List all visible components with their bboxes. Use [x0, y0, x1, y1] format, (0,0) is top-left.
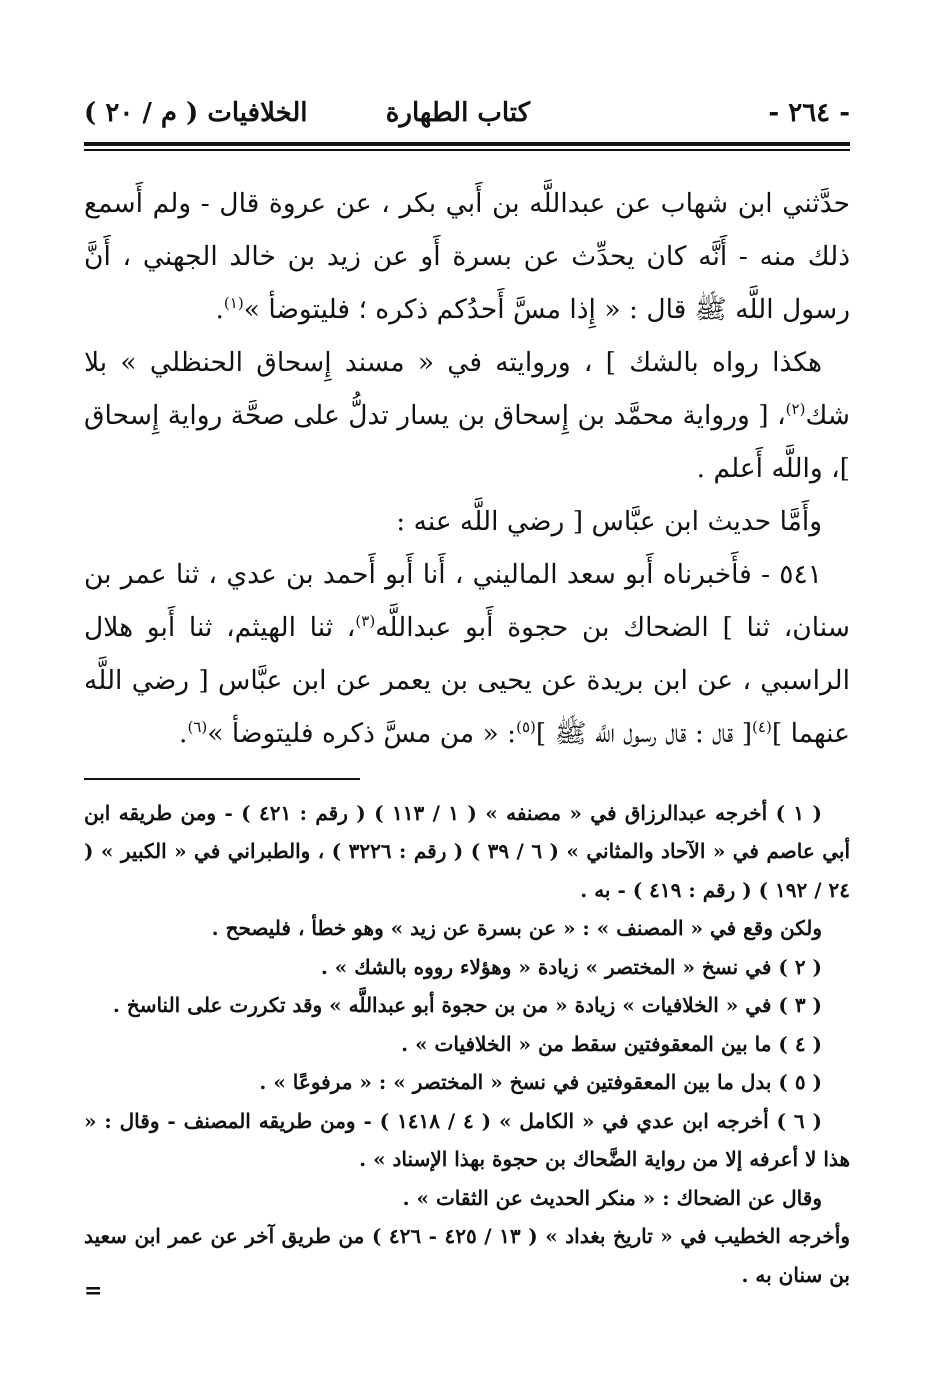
- main-text: [84, 177, 850, 760]
- footnote-ref: (١): [223, 293, 244, 312]
- footnote-line: ولكن وقع في « المصنف » : « عن بسرة عن زيد » وهو خطأ ، فليصحح .: [211, 916, 822, 940]
- footnote-6: [84, 1102, 850, 1179]
- footnote-4: [84, 1025, 850, 1064]
- line: قال رسول اللَّه ﷺ ]: [535, 717, 687, 749]
- line: سنان، ثنا ] الضحاك بن حجوة أَبو عبداللَّه: [375, 611, 850, 643]
- footnote-line: ( ٤ ) ما بين المعقوفتين سقط من « الخلافيات » .: [401, 1031, 822, 1056]
- line: هكذا رواه بالشك ] ، وروايته في « مسند إِسحاق الحنظلي » بلا شك: [84, 346, 850, 431]
- footnote-ref: (٣): [355, 611, 376, 630]
- footnote-2: [84, 948, 850, 987]
- line: [ قال :: [694, 717, 753, 749]
- footnote-ref: (٦): [187, 717, 208, 736]
- footnote-line: وقال عن الضحاك : « منكر الحديث عن الثقات » .: [402, 1185, 822, 1210]
- footnote-separator: [84, 778, 360, 780]
- footnote-1: [84, 794, 850, 910]
- hadith-541: ٥٤١ - فأَخبرناه أَبو سعد الماليني ، أَنا أَبو أَحمد بن عدي ، ثنا عمر بن سنان، ثنا ] الضحاك بن حجوة أَبو عبداللَّه$^{(٣)}$، ثنا الهيثم، ثنا أَبو هلال الراسبي ، عن ابن بريدة عن يحيى بن يعمر عن ابن عبَّاس [ رضي اللَّه عنهما ]$^{(٤)}$[ قال : قال رسول اللَّه ﷺ ]$^{(٥)}$: « من مسَّ ذكره فليتوضأ »$^{(٦)}$.: [84, 558, 850, 749]
- footnote-line: وأخرجه الخطيب في « تاريخ بغداد » ( ١٣ / ٤٢٥ - ٤٢٦ ) من طريق آخر عن عمر: [168, 1224, 851, 1248]
- header-rule-thick: [84, 142, 850, 146]
- footnote-line: ( ٣ ) في « الخلافيات » زيادة « من بن حجوة أبو عبداللَّه » وقد تكررت على الناسخ .: [112, 993, 822, 1017]
- line: ، ثنا الهيثم، ثنا أَبو هلال الراسبي ،: [84, 611, 850, 696]
- footnote-ref: (٢): [785, 399, 806, 418]
- paragraph-1: حدَّثني ابن شهاب عن عبداللَّه بن أَبي بكر ، عن عروة قال - ولم أَسمع ذلك منه - أَنَّه كان يحدِّث عن بسرة أَو عن زيد بن خالد الجهني ، أَنَّ رسول اللَّه ﷺ قال : « إِذا مسَّ أَحدُكم ذكره ؛ فليتوضأ »$^{(١)}$.: [84, 187, 850, 325]
- footnote-line: وقال : « هذا لا أعرفه إلا من رواية الضَّحاك بن حجوة بهذا الإسناد » .: [84, 1108, 850, 1171]
- line: ٥٤١ - فأَخبرناه أَبو سعد الماليني ، أَنا أَبو أَحمد بن عدي ، ثنا عمر بن: [84, 558, 822, 590]
- line: : « من مسَّ ذكره فليتوضأ »: [207, 717, 517, 749]
- line: عن ابن بريدة عن يحيى بن يعمر عن ابن عبَّاس [ رضي اللَّه عنهما ]: [84, 664, 850, 749]
- line: ﷺ قال : « إِذا مسَّ أَحدُكم ذكره ؛ فليتوضأ »: [243, 293, 727, 325]
- footnote-6-note: [84, 1179, 850, 1218]
- footnote-line: ( ٦ ) أخرجه ابن عدي في « الكامل » ( ٤ / ١٤١٨ ) - ومن طريقه المصنف -: [167, 1108, 823, 1133]
- line: [ ورواية محمَّد بن إِسحاق بن يسار تدلُّ على صحَّة رواية إِسحاق ]، واللَّه أَعلم .: [84, 399, 850, 484]
- footnotes: [84, 794, 850, 1295]
- volume-reference: الخلافيات ( م / ٢٠ ): [84, 98, 308, 128]
- paragraph-2: هكذا رواه بالشك ] ، وروايته في « مسند إِسحاق الحنظلي » بلا شك$^{(٢)}$، [ ورواية محمَّد بن إِسحاق بن يسار تدلُّ على صحَّة رواية إِسحاق ]، واللَّه أَعلم .: [84, 346, 850, 484]
- continuation-mark: =: [84, 1278, 103, 1304]
- footnote-3: [84, 986, 850, 1025]
- paragraph-3: [84, 495, 850, 548]
- footnote-6-more: [84, 1217, 850, 1294]
- line: وأَمَّا حديث ابن عبَّاس [ رضي اللَّه عنه :: [396, 505, 822, 537]
- footnote-5: [84, 1063, 850, 1102]
- footnote-line: ( ٥ ) بدل ما بين المعقوفتين في نسخ « المختصر » : « مرفوعًا » .: [259, 1070, 822, 1094]
- footnote-ref: (٤): [752, 717, 772, 736]
- line: منه - أَنَّه كان يحدِّث عن بسرة أَو عن زيد بن خالد الجهني ، أَنَّ رسول اللَّه: [84, 240, 850, 325]
- header-rule-thin: [84, 149, 850, 151]
- book-title: كتاب الطهارة: [385, 98, 530, 128]
- footnote-1-note: [84, 909, 850, 948]
- footnote-ref: (٥): [516, 717, 536, 736]
- footnote-line: ابن سعيد بن سنان به .: [84, 1224, 850, 1287]
- footnote-line: ( ٢ ) في نسخ « المختصر » زيادة « وهؤلاء رووه بالشك » .: [320, 954, 822, 979]
- page-header: [84, 92, 850, 140]
- footnote-line: ابن أبي عاصم في « الآحاد والمثاني » ( ٦ / ٣٩ ) ( رقم : ٣٢٢٦ ) ، والطبراني في « الكبير »: [84, 800, 850, 863]
- page: [84, 92, 850, 1294]
- page-number: - ٢٦٤ -: [768, 98, 850, 128]
- footnote-line: ( ١ ) أخرجه عبدالرزاق في « مصنفه » ( ١ / ١١٣ ) ( رقم : ٤٢١ ) - ومن طريقه: [118, 800, 822, 825]
- footnote-line: ( ٢٤ / ١٩٢ ) ( رقم : ٤١٩ ) - به .: [84, 839, 850, 902]
- line: حدَّثني ابن شهاب عن عبداللَّه بن أَبي بكر ، عن عروة قال - ولم أَسمع ذلك: [84, 187, 850, 272]
